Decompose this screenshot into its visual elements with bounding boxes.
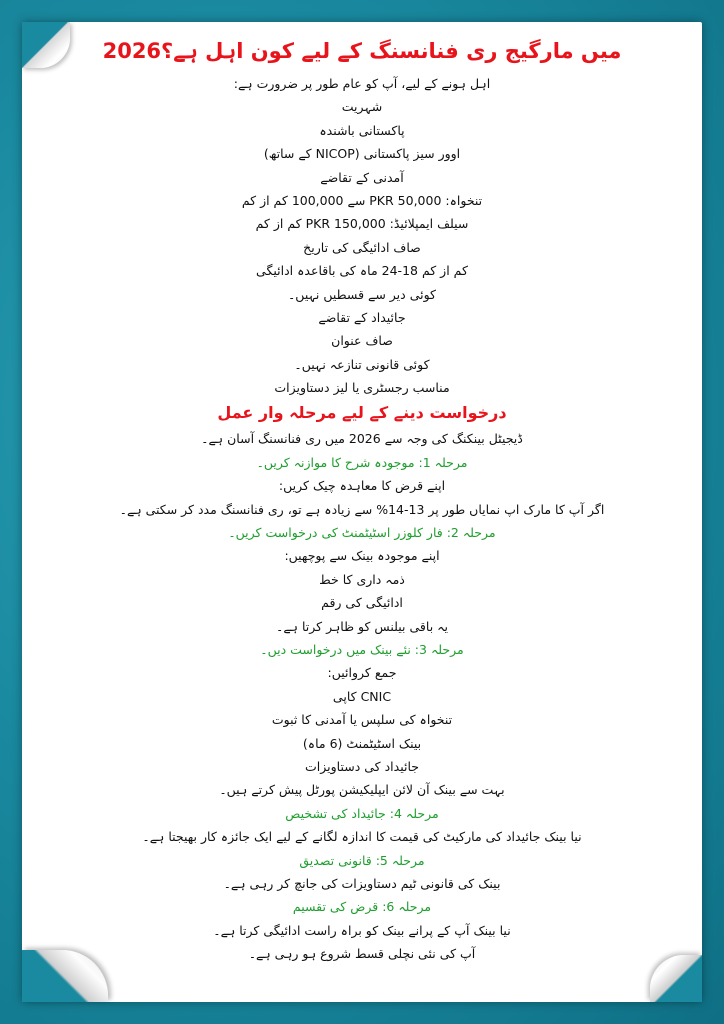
eligibility-no-late: کوئی دیر سے قسطیں نہیں۔: [287, 286, 437, 302]
step-2-line: ذمہ داری کا خط: [319, 571, 405, 587]
step-6-title: مرحلہ 6: قرض کی تقسیم: [292, 899, 432, 915]
step-5-line: بینک کی قانونی ٹیم دستاویزات کی جانچ کر رہی ہے۔: [223, 875, 501, 891]
step-3-title: مرحلہ 3: نئے بینک میں درخواست دیں۔: [260, 641, 464, 657]
eligibility-property-heading: جائیداد کے تقاضے: [318, 309, 406, 325]
document-content: [40, 36, 684, 965]
step-3-line: جمع کروائیں:: [327, 665, 397, 681]
step-3-line: تنخواہ کی سلپس یا آمدنی کا ثبوت: [271, 712, 453, 728]
step-6-line: آپ کی نئی نچلی قسط شروع ہو رہی ہے۔: [248, 946, 476, 962]
step-2-line: یہ باقی بیلنس کو ظاہر کرتا ہے۔: [276, 618, 448, 634]
page-title: میں مارگیج ری فنانسنگ کے لیے کون اہل ہے؟2026: [102, 39, 622, 63]
step-6-line: نیا بینک آپ کے پرانے بینک کو براہ راست ادائیگی کرتا ہے۔: [213, 922, 511, 938]
eligibility-clear-title: صاف عنوان: [331, 333, 393, 349]
step-1-title: مرحلہ 1: موجودہ شرح کا موازنہ کریں۔: [256, 454, 468, 470]
eligibility-no-dispute: کوئی قانونی تنازعہ نہیں۔: [294, 356, 430, 372]
step-3-line: CNIC کاپی: [332, 688, 392, 704]
eligibility-salary: تنخواہ: PKR 50,000 سے 100,000 کم از کم: [241, 192, 483, 208]
eligibility-citizenship: شہریت: [341, 99, 383, 115]
eligibility-intro: اہل ہونے کے لیے، آپ کو عام طور پر ضرورت ہے:: [233, 76, 491, 91]
step-1-line: اپنے قرض کا معاہدہ چیک کریں:: [278, 478, 446, 494]
eligibility-documents: مناسب رجسٹری یا لیز دستاویزات: [274, 380, 450, 396]
eligibility-regular-payments: کم از کم 18-24 ماہ کی باقاعدہ ادائیگی: [256, 263, 468, 279]
step-2-line: ادائیگی کی رقم: [321, 595, 403, 611]
step-4-title: مرحلہ 4: جائیداد کی تشخیص: [285, 805, 439, 821]
process-heading: درخواست دینے کے لیے مرحلہ وار عمل: [217, 403, 507, 423]
process-intro: ڈیجیٹل بینکنگ کی وجہ سے 2026 میں ری فنانسنگ آسان ہے۔: [201, 431, 523, 447]
step-3-line: جائیداد کی دستاویزات: [305, 758, 419, 774]
eligibility-income-heading: آمدنی کے تقاضے: [320, 169, 404, 185]
step-3-line: بینک اسٹیٹمنٹ (6 ماہ): [302, 735, 422, 751]
eligibility-overseas: اوور سیز پاکستانی (NICOP کے ساتھ): [263, 146, 461, 162]
step-2-title: مرحلہ 2: فار کلوزر اسٹیٹمنٹ کی درخواست کریں۔: [228, 525, 496, 541]
eligibility-section: [40, 72, 684, 399]
eligibility-resident: پاکستانی باشندہ: [319, 122, 405, 138]
step-2-line: اپنے موجودہ بینک سے پوچھیں:: [284, 548, 440, 564]
eligibility-self-employed: سیلف ایمپلائیڈ: PKR 150,000 کم از کم: [255, 216, 469, 232]
eligibility-payment-history: صاف ادائیگی کی تاریخ: [303, 239, 421, 255]
step-1-line: اگر آپ کا مارک اپ نمایاں طور پر 13-14% سے زیادہ ہے تو، ری فنانسنگ مدد کر سکتی ہے۔: [119, 501, 605, 517]
step-5-title: مرحلہ 5: قانونی تصدیق: [299, 852, 425, 868]
step-4-line: نیا بینک جائیداد کی مارکیٹ کی قیمت کا اندازہ لگانے کے لیے ایک جائزہ کار بھیجتا ہے۔: [142, 829, 582, 845]
step-3-line: بہت سے بینک آن لائن ایپلیکیشن پورٹل پیش کرتے ہیں۔: [219, 782, 505, 798]
